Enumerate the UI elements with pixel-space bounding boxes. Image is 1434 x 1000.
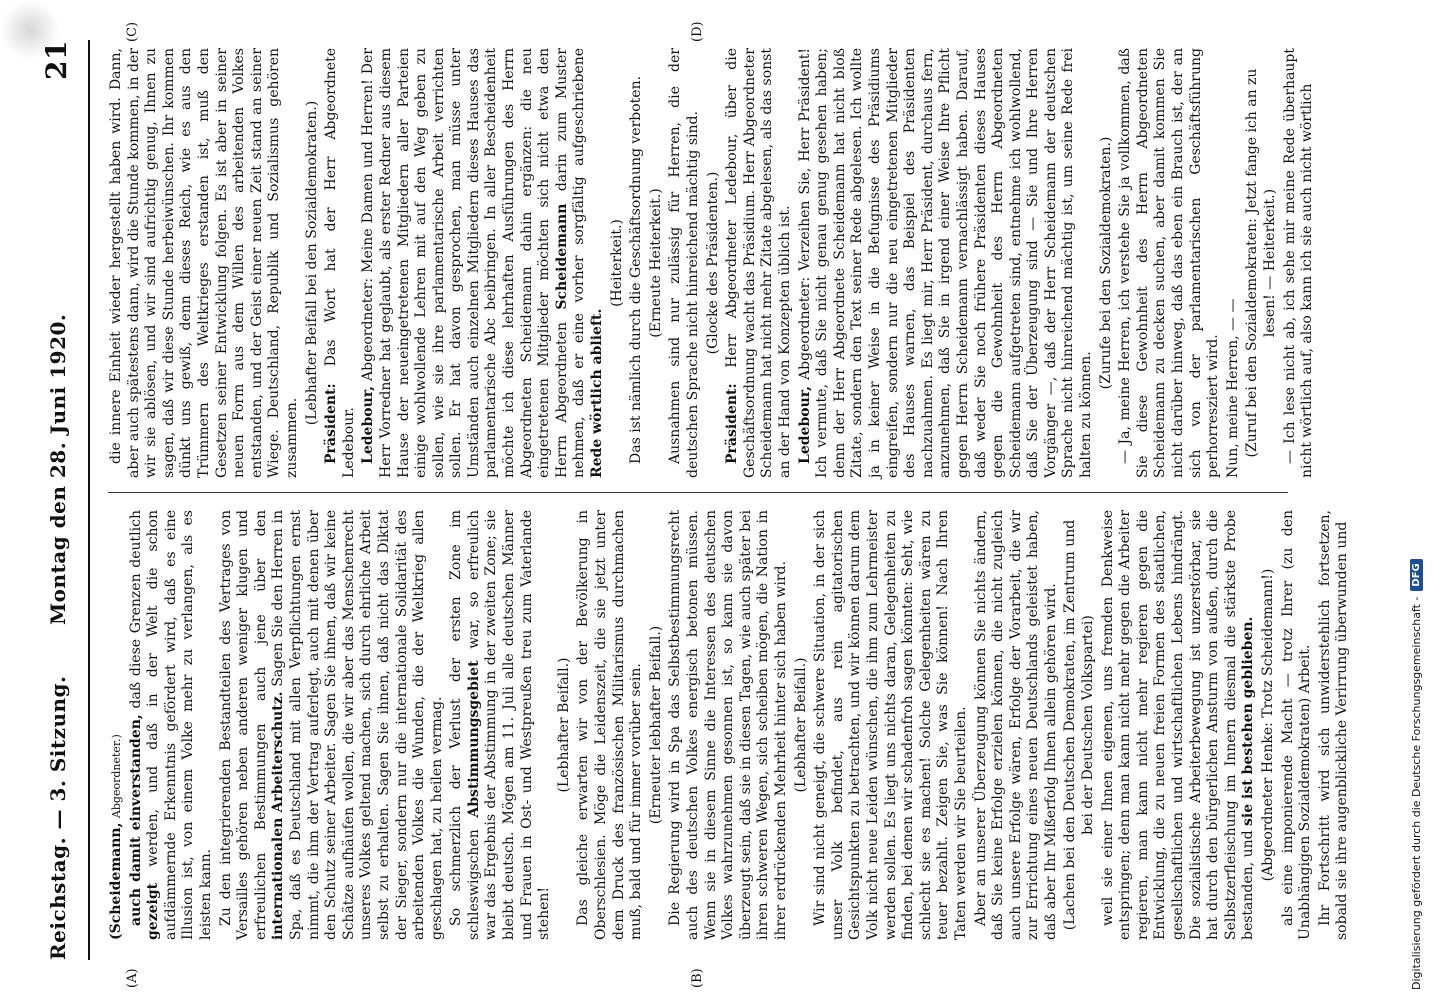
paragraph: (Erneuter lebhafter Beifall.) (647, 625, 664, 825)
digitization-credit (1404, 10, 1428, 990)
header-rule (88, 40, 90, 960)
paragraph: Wir sind nicht geneigt, die schwere Situation, in der sich unser Volk befindet, aus rein agitatorischen Gesichtspunkten zu betrachten, und wir können darum dem Volk nicht neue Leiden wünschen, die ihm zum Lehrmeister werden sollen. Es liegt uns nichts daran, Gelegenheiten zu finden, bei denen wir schadenfroh sagen könnten: Seht, wie schlecht sie es machen! Solche Gelegenheiten wären zu teuer bezahlt. Zeigen Sie, was Sie können! Nach Ihren Taten werden wir Sie beurteilen. (812, 510, 969, 940)
paragraph: — Ja, meine Herren, ich verstehe Sie ja vollkommen, daß Sie diese Gewohnheit des Herrn Abgeordneten Scheidemann zu decken suchen, aber damit kommen Sie nicht darüber hinweg, daß das eben ein Brauch ist, der an sich von der parlamentarischen Geschäftsführung perhorresziert wird. (1117, 48, 1222, 478)
paragraph: Zu den integrierenden Bestandteilen des Vertrages von Versailles gehören neben anderen weniger klugen und erfreulichen Bestimmungen auch jene über den internationalen Arbeiterschutz. Sagen Sie den Herren in Spa, daß es Deutschland mit allen Verpflichtungen ernst nimmt, die ihm der Vertrag auferlegt, auch mit denen über den Schutz seiner Arbeiter. Sagen Sie ihnen, daß wir keine Schätze aufhäufen wollen, die wir aber das Menschenrecht unseres Volkes geltend machen, sich durch ehrliche Arbeit selbst zu erhalten. Sagen Sie ihnen, daß nicht das Diktat der Sieger, sondern nur die internationale Solidarität des arbeitenden Volkes die Wunden, die der Weltkrieg allen geschlagen hat, zu heilen vermag. (217, 510, 445, 940)
paragraph: auch damit einverstanden, daß diese Grenzen deutlich gezeigt werden, und daß in der Welt die schon aufdämmernde Erkenntnis gefördert wird, daß es eine Illusion ist, von einem Volke mehr zu verlangen, als es leisten kann. (127, 510, 214, 940)
right-text-column (108, 48, 1316, 478)
paragraph: (Zurufe bei den Sozialdemokraten.) (1097, 136, 1114, 390)
paragraph: Das ist nämlich durch die Geschäftsordnung verboten. (628, 75, 645, 464)
paragraph: die innere Einheit wieder hergestellt haben wird. Dann, aber auch spätestens dann, wird die Stunde kommen, in der wir sie ablösen, und wir sind aufrichtig genug, Ihnen zu sagen, daß wir diese Stunde herbeiwünschen. Ihr kommen dünkt uns gewiß, denn dieses Reich, wie es aus den Trümmern des Weltkrieges erstanden ist, muß den Gesetzen seiner Entwicklung folgen. Es ist aber in seiner neuen Form aus dem Willen des arbeitenden Volkes entstanden, und der Geist einer neuen Zeit stand an seiner Wiege. Deutschland, Republik und Sozialismus gehören zusammen. (108, 48, 300, 478)
paragraph: (Heiterkeit.) (608, 219, 625, 307)
paragraph: Das gleiche erwarten wir von der Bevölkerung in Oberschlesien. Möge die Leidenszeit, die sie jetzt unter dem Druck des französischen Militarismus durchmachen muß, bald und für immer vorüber sein. (575, 510, 645, 940)
digitization-notice: Digitalisierung gefördert durch die Deutsche Forschungsgemeinschaft - (1409, 596, 1423, 990)
dfg-logo: DFG (1410, 559, 1423, 590)
column-divider (108, 492, 1288, 493)
margin-mark-c: (C) (125, 21, 140, 42)
paragraph: Ihr Fortschritt wird sich unwiderstehlich fortsetzen, sobald sie ihre augenblickliche Verirrung überwunden und (1316, 510, 1351, 940)
paragraph: (Lebhafter Beifall bei den Sozialdemokraten.) (303, 100, 320, 426)
paragraph: (Glocke des Präsidenten.) (704, 171, 721, 355)
header-left: Reichstag. — 3. Sitzung. (46, 675, 70, 960)
paragraph: Aber an unserer Überzeugung können Sie nichts ändern, daß Sie keine Erfolge erzielen können, die nicht zugleich auch unsere Erfolge wären, Erfolge der Vorarbeit, die wir zur Errichtung eines neuen Deutschlands geleistet haben, daß aber Ihr Mißerfolg Ihnen allein gehören wird. (972, 510, 1059, 940)
paragraph: Die Regierung wird in Spa das Selbstbestimmungsrecht auch des deutschen Volkes energisch betonen müssen. Wenn sie in diesem Sinne die Interessen des deutschen Volkes wahrzunehmen gesonnen ist, so kann sie davon überzeugt sein, daß sie in diesen Tagen, wie auch später bei ihren schweren Wegen, sich scheiben mögen, die Nation in ihrer erdrückenden Mehrheit hinter sich haben wird. (667, 510, 789, 940)
paragraph: Ledebour, Abgeordneter: Verzeihen Sie, Herr Präsident! Ich vermute, daß Sie nicht genau genug gesehen haben; denn der Herr Abgeordnete Scheidemann hat nicht bloß Zitate, sondern den Text seiner Rede abgelesen. Ich wollte ja in keiner Weise in die Befugnisse des Präsidiums eingreifen, sondern nur die neu eingetretenen Mitglieder des Hauses warnen, das Beispiel des Präsidenten nachzuahmen. Es liegt mir, Herr Präsident, durchaus fern, anzunehmen, daß Sie in irgend einer Weise Ihre Pflicht gegen Herrn Scheidemann vernachlässigt haben. Darauf, daß weder Sie noch frühere Präsidenten dieses Hauses gegen die Gewohnheit des Herrn Abgeordneten Scheidemann aufgetreten sind, entnehme ich wohlwollend, daß Sie der Überzeugung sind — Sie und Ihre Herren Vorgänger —, daß der Herr Scheidemann der deutschen Sprache nicht hinreichend mächtig ist, um seine Rede frei halten zu können. (796, 48, 1095, 478)
paragraph: (Abgeordneter Henke: Trotz Scheidemann!) (1260, 568, 1276, 882)
paragraph: als eine imponierende Macht — trotz Ihrer (zu den Unabhängigen Sozialdemokraten) Arbeit. (1279, 510, 1314, 940)
paragraph: Nun, meine Herren, — — (1224, 298, 1241, 478)
paragraph: Ledebour, Abgeordneter: Meine Damen und Herren! Der Herr Vorredner hat geglaubt, als erster Redner aus diesem Hause der neueingetretenen Mitgliedern aller Parteien einige wohlwollende Lehren mit auf den Weg geben zu sollen, wie sie ihre parlamentarische Arbeit verrichten sollen. Er hat davon gesprochen, man müsse unter Umständen auch einzelnen Mitgliedern dieses Hauses das parlamentarische Abc beibringen. In aller Bescheidenheit möchte ich diese lehrhaften Ausführungen des Herrn Abgeordneten Scheidemann dahin ergänzen: die neu eingetretenen Mitglieder möchten sich nicht etwa den Herrn Abgeordneten Scheidemann darin zum Muster nehmen, daß er eine vorher sorgfältig aufgeschriebene Rede wörtlich ablieft. (360, 48, 606, 478)
paragraph: (Erneute Heiterkeit.) (647, 188, 664, 338)
margin-mark-b: (B) (690, 968, 705, 988)
header-date: Montag den 28. Juni 1920. (46, 313, 70, 625)
margin-mark-d: (D) (690, 21, 705, 42)
page-header (40, 40, 84, 960)
page-number: 21 (40, 40, 73, 80)
paragraph: (Zuruf bei den Sozialdemokraten: Jetzt fange ich an zu lesen! — Heiterkeit.) (1244, 68, 1278, 458)
paragraph: (Lebhafter Beifall.) (555, 657, 572, 793)
paragraph: Präsident: Herr Abgeordneter Ledebour, über die Geschäftsordnung wacht das Präsidium. Herr Abgeordneter Scheidemann hat nicht mehr Zitate abgelesen, als das sonst an der Hand von Konzepten üblich ist. (724, 48, 793, 478)
paragraph: Ausnahmen sind nur zulässig für Herren, die der deutschen Sprache nicht hinreichend mächtig sind. (667, 48, 701, 478)
paragraph: Präsident: Das Wort hat der Herr Abgeordnete Ledebour. (323, 48, 357, 478)
paragraph: — Ich lese nicht ab, ich sehe mir meine Rede überhaupt nicht wörtlich auf, also kann ich sie auch nicht wörtlich (1281, 48, 1316, 478)
paragraph: weil sie einer Ihnen eigenen, uns fremden Denkweise entspringen; denn man kann nicht mehr gegen die Arbeiter regieren, man kann nicht mehr regieren gegen die Entwicklung, die zu neuen freien Formen des staatlichen, gesellschaftlichen und wirtschaftlichen Lebens hindrängt. Die sozialistische Arbeiterbewegung ist unzerstörbar, sie hat durch den bürgerlichen Ansturm von außen, durch die Selbstzerfleischung im Innern diesmal die stärkste Probe bestanden, und sie ist bestehen geblieben. (1099, 510, 1257, 940)
margin-mark-a: (A) (125, 968, 140, 988)
paragraph: (Scheidemann, Abgeordneter.) (108, 734, 124, 940)
paragraph: (Lachen bei den Deutschen Demokraten, im Zentrum und bei der Deutschen Volkspartei) (1062, 519, 1097, 931)
paragraph: So schmerzlich der Verlust der ersten Zone im schleswigschen Abstimmungsgebiet war, so erfreulich war das Ergebnis der Abstimmung in der zweiten Zone; sie bleibt deutsch. Mögen am 11. Juli alle deutschen Männer und Frauen in Ost- und Westpreußen treu zum Vaterlande stehen! (448, 510, 553, 940)
paragraph: (Lebhafter Beifall.) (792, 657, 809, 793)
left-text-column (108, 510, 1351, 940)
